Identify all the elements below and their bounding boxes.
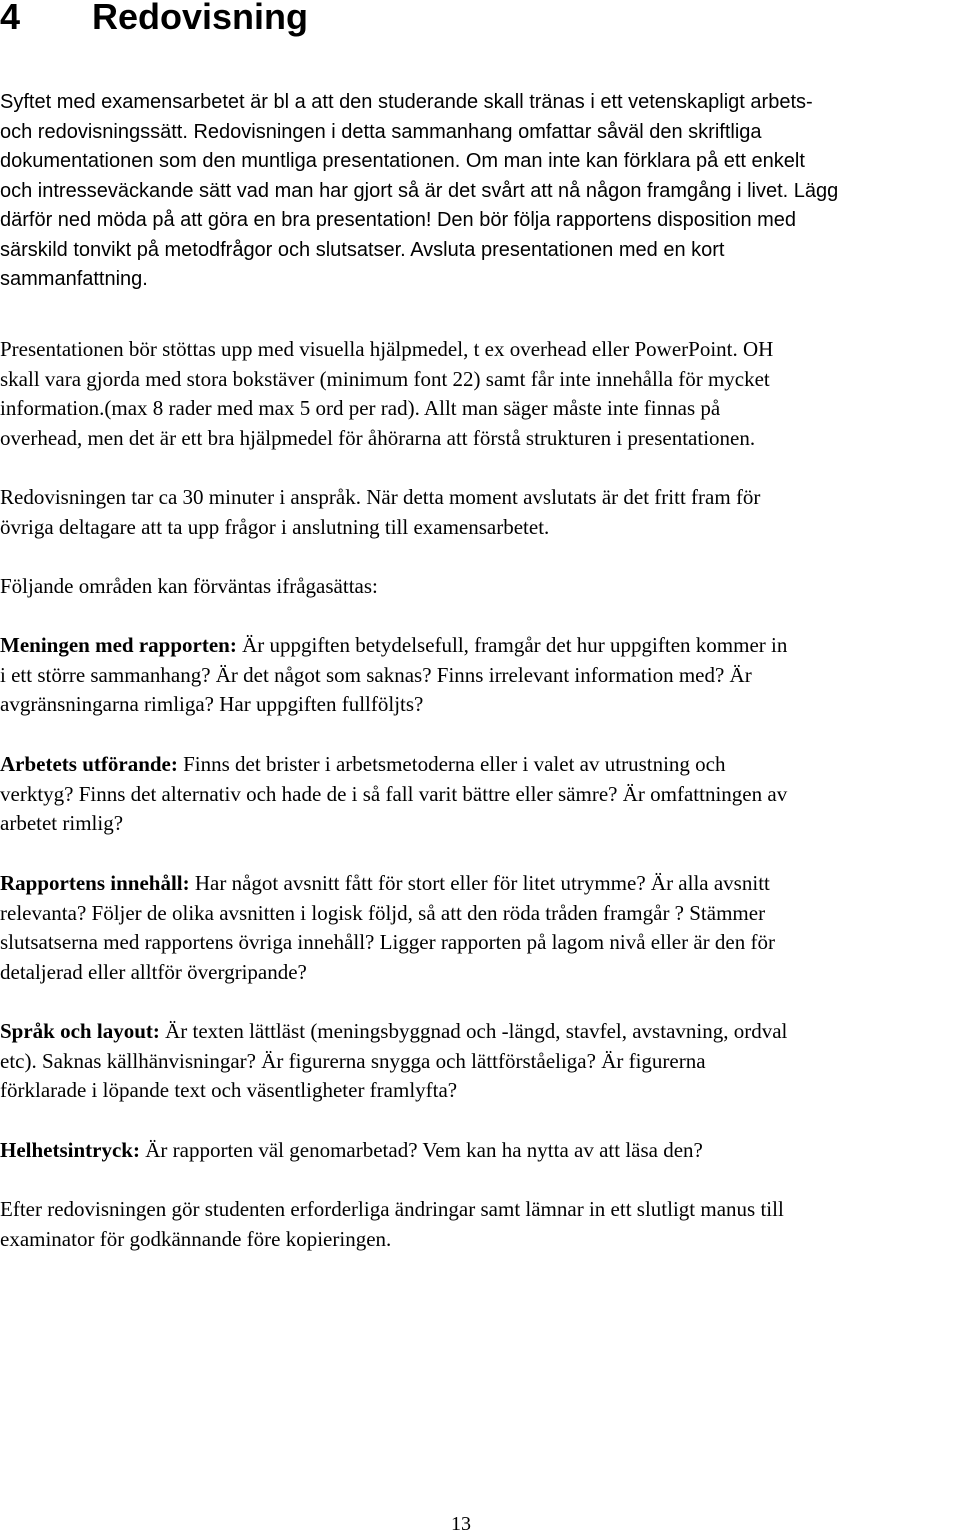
- area-text: Har något avsnitt fått för stort eller för litet utrymme? Är alla avsnitt: [189, 871, 770, 895]
- text-line: därför ned möda på att göra en bra presentation! Den bör följa rapportens disposition med: [0, 209, 797, 231]
- area-label: Språk och layout:: [0, 1019, 160, 1043]
- text-line: etc). Saknas källhänvisningar? Är figurerna snygga och lättförståeliga? Är figurerna: [0, 1048, 706, 1073]
- area-language: [0, 1017, 955, 1106]
- text-line: särskild tonvikt på metodfrågor och slutsatser. Avsluta presentationen med en kort: [0, 238, 725, 261]
- text-line: arbetet rimlig?: [0, 811, 124, 835]
- text-line: dokumentationen som den muntliga presentationen. Om man inte kan förklara på ett enkelt: [0, 150, 805, 172]
- text-line: Presentationen bör stöttas upp med visuella hjälpmedel, t ex overhead eller PowerPoint. OH: [0, 337, 774, 361]
- page-number: 13: [451, 1513, 471, 1535]
- text-line: information.(max 8 rader med max 5 ord per rad). Allt man säger måste inte finnas på: [0, 396, 721, 420]
- area-text: Är uppgiften betydelsefull, framgår det hur uppgiften kommer in: [236, 633, 788, 657]
- text-line: [0, 750, 955, 780]
- text-line: och intresseväckande sätt vad man har gjort så är det svårt att nå någon framgång i livet. Lägg: [0, 179, 839, 202]
- text-line: avgränsningarna rimliga? Har uppgiften fullföljts?: [0, 692, 424, 716]
- text-line: [0, 1017, 955, 1047]
- text-line: i ett större sammanhang? Är det något som saknas? Finns irrelevant information med? Är: [0, 662, 752, 687]
- area-text: Är rapporten väl genomarbetad? Vem kan ha nytta av att läsa den?: [139, 1138, 703, 1162]
- areas-intro: [0, 572, 955, 602]
- text-line: och redovisningssätt. Redovisningen i detta sammanhang omfattar såväl den skriftliga: [0, 120, 762, 143]
- text-line: [0, 869, 955, 899]
- text-line: [0, 631, 955, 661]
- final-paragraph: [0, 1195, 955, 1254]
- text-line: verktyg? Finns det alternativ och hade de i så fall varit bättre eller sämre? Är omfattningen av: [0, 781, 788, 806]
- text-line: slutsatserna med rapportens övriga innehåll? Ligger rapporten på lagom nivå eller är den för: [0, 930, 775, 954]
- section-title: Redovisning: [92, 0, 309, 37]
- text-line: detaljerad eller alltför övergripande?: [0, 959, 307, 984]
- text-line: Syftet med examensarbetet är bl a att den studerande skall tränas i ett vetenskapligt arbets-: [0, 91, 813, 113]
- text-line: relevanta? Följer de olika avsnitten i logisk följd, så att den röda tråden framgår ? Stämmer: [0, 900, 766, 925]
- text-line: overhead, men det är ett bra hjälpmedel för åhörarna att förstå strukturen i presentationen.: [0, 425, 756, 450]
- text-line: förklarade i löpande text och väsentligheter framlyfta?: [0, 1078, 458, 1102]
- area-label: Arbetets utförande:: [0, 752, 178, 776]
- area-text: Är texten lättläst (meningsbyggnad och -längd, stavfel, avstavning, ordval: [159, 1019, 788, 1043]
- intro-paragraph: [0, 88, 955, 295]
- area-execution: [0, 750, 955, 839]
- area-label: Rapportens innehåll:: [0, 871, 190, 895]
- area-text: Finns det brister i arbetsmetoderna eller i valet av utrustning och: [177, 752, 726, 776]
- text-line: Efter redovisningen gör studenten erforderliga ändringar samt lämnar in ett slutligt manus till: [0, 1197, 784, 1221]
- section-heading: [0, 0, 308, 40]
- text-line: examinator för godkännande före kopieringen.: [0, 1226, 392, 1251]
- text-line: Följande områden kan förväntas ifrågasättas:: [0, 574, 378, 598]
- text-line: skall vara gjorda med stora bokstäver (minimum font 22) samt får inte innehålla för mycket: [0, 366, 770, 391]
- area-label: Helhetsintryck:: [0, 1138, 140, 1162]
- text-line: övriga deltagare att ta upp frågor i anslutning till examensarbetet.: [0, 514, 550, 539]
- text-line: [0, 1136, 955, 1166]
- area-label: Meningen med rapporten:: [0, 633, 237, 657]
- section-number: 4: [0, 0, 21, 37]
- duration-paragraph: [0, 483, 955, 542]
- area-overall: [0, 1136, 955, 1166]
- text-line: Redovisningen tar ca 30 minuter i anspråk. När detta moment avslutats är det fritt fram för: [0, 485, 761, 509]
- presentation-paragraph: [0, 335, 955, 453]
- area-content: [0, 869, 955, 987]
- area-meaning: [0, 631, 955, 720]
- text-line: sammanfattning.: [0, 268, 148, 290]
